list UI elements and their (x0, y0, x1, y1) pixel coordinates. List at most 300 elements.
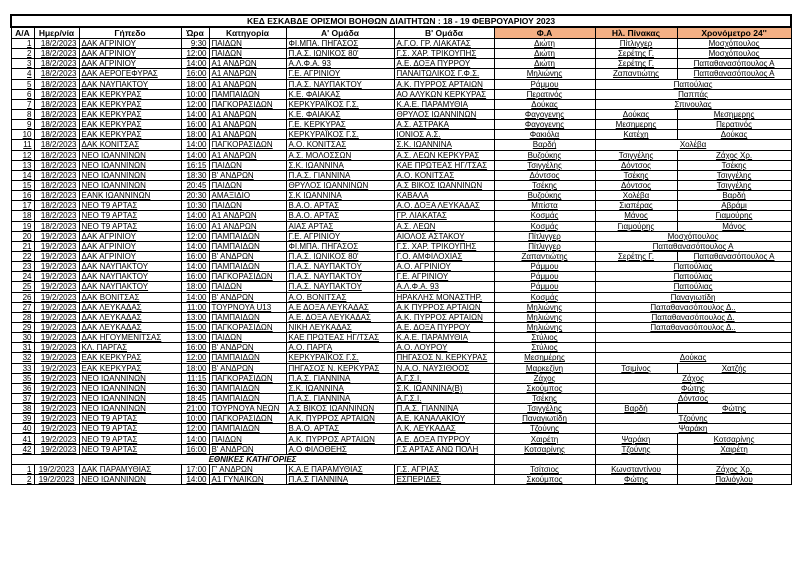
time-cell[interactable]: 14:00 (181, 59, 209, 69)
referee-assistant-cell[interactable]: Τσιγγέλης (494, 160, 595, 170)
referee-assistant-cell[interactable]: Ράμμου (494, 282, 595, 292)
team-a-cell[interactable]: ΚΕΡΚΥΡΑΪΚΟΣ Γ.Σ. (286, 353, 394, 363)
scoreboard-cell[interactable]: Παπαθανασόπουλος Δ.. (595, 302, 791, 312)
team-a-cell[interactable]: ΦΙ.ΜΠΑ. ΠΗΓΑΣΟΣ (286, 39, 394, 49)
category-cell[interactable]: Α1 ΑΝΔΡΩΝ (209, 79, 286, 89)
team-a-cell[interactable]: Π.Α.Σ. ΓΙΑΝΝΙΝΑ (286, 393, 394, 403)
shot-clock-cell[interactable]: Παπαθανασόπουλος Α (677, 251, 791, 261)
venue-cell[interactable]: ΔΑΚ ΑΓΡΙΝΙΟΥ (79, 231, 181, 241)
category-cell[interactable]: Α1 ΓΥΝΑΙΚΩΝ (209, 475, 286, 485)
team-a-cell[interactable]: Α.Ο ΦΙΛΟΘΕΗΣ (286, 444, 394, 454)
team-a-cell[interactable]: Α.Ε ΔΟΞΑ ΛΕΥΚΑΔΑΣ (286, 302, 394, 312)
referee-assistant-cell[interactable]: Παναγιωτίδη (494, 414, 595, 424)
team-a-cell[interactable]: Σ.Κ ΙΩΑΝΝΙΝΑ (286, 191, 394, 201)
time-cell[interactable]: 20:30 (181, 191, 209, 201)
index-cell[interactable]: 13 (11, 160, 34, 170)
venue-cell[interactable]: ΝΕΟ Τ9 ΑΡΤΑΣ (79, 221, 181, 231)
category-cell[interactable]: Α1 ΑΝΔΡΩΝ (209, 69, 286, 79)
venue-cell[interactable]: ΔΑΚ ΝΑΥΠΑΚΤΟΥ (79, 272, 181, 282)
category-cell[interactable]: ΠΑΙΔΩΝ (209, 201, 286, 211)
date-cell[interactable]: 19/2/2023 (34, 414, 79, 424)
team-b-cell[interactable]: ΙΟΝΙΟΣ Α.Σ. (394, 130, 494, 140)
time-cell[interactable]: 18:45 (181, 393, 209, 403)
time-cell[interactable]: 16:00 (181, 120, 209, 130)
team-b-cell[interactable]: ΗΡΑΚΛΗΣ ΜΟΝΑΣΤΗΡ. (394, 292, 494, 302)
team-b-cell[interactable]: ΕΣΠΕΡΙΔΕΣ (394, 475, 494, 485)
date-cell[interactable]: 18/2/2023 (34, 99, 79, 109)
referee-assistant-cell[interactable]: Διώτη (494, 49, 595, 59)
shot-clock-cell[interactable]: Περατινός (677, 120, 791, 130)
team-b-cell[interactable]: Α.Γ.Ο. ΓΡ. ΛΙΑΚΑΤΑΣ (394, 39, 494, 49)
index-cell[interactable]: 1 (11, 39, 34, 49)
team-b-cell[interactable]: ΑΙΟΛΟΣ ΑΣΤΑΚΟΥ (394, 231, 494, 241)
referee-assistant-cell[interactable]: Ράμμου (494, 272, 595, 282)
referee-assistant-cell[interactable]: Φαγογενης (494, 120, 595, 130)
venue-cell[interactable]: ΔΑΚ ΛΕΥΚΑΔΑΣ (79, 302, 181, 312)
scoreboard-cell[interactable]: Παπαθανασόπουλος Δ. (595, 312, 791, 322)
referee-assistant-cell[interactable]: Κοτσαρίνης (494, 444, 595, 454)
team-a-cell[interactable]: Π.Α.Σ. ΝΑΥΠΑΚΤΟΥ (286, 262, 394, 272)
date-cell[interactable]: 19/2/2023 (34, 444, 79, 454)
referee-assistant-cell[interactable]: Στύλιος (494, 333, 595, 343)
time-cell[interactable]: 13:00 (181, 333, 209, 343)
venue-cell[interactable]: ΔΑΚ ΒΟΝΙΤΣΑΣ (79, 292, 181, 302)
date-cell[interactable]: 19/2/2023 (34, 262, 79, 272)
team-b-cell[interactable]: Α.Ε. ΔΟΞΑ ΠΥΡΡΟΥ (394, 322, 494, 332)
date-cell[interactable]: 19/2/2023 (34, 322, 79, 332)
venue-cell[interactable]: ΝΕΟ ΙΩΑΝΝΙΝΩΝ (79, 180, 181, 190)
date-cell[interactable]: 19/2/2023 (34, 434, 79, 444)
team-a-cell[interactable]: ΦΙ.ΜΠΑ. ΠΗΓΑΣΟΣ (286, 241, 394, 251)
venue-cell[interactable]: ΕΑΚ ΚΕΡΚΥΡΑΣ (79, 120, 181, 130)
time-cell[interactable]: 12:00 (181, 353, 209, 363)
scoreboard-cell[interactable]: Κατέχη (595, 130, 677, 140)
date-cell[interactable]: 19/2/2023 (34, 251, 79, 261)
category-cell[interactable]: Α1 ΑΝΔΡΩΝ (209, 221, 286, 231)
referee-assistant-cell[interactable]: Μηλιώνης (494, 302, 595, 312)
shot-clock-cell[interactable]: Μεσημερης (677, 109, 791, 119)
index-cell[interactable]: 9 (11, 120, 34, 130)
time-cell[interactable]: 16:00 (181, 251, 209, 261)
scoreboard-cell[interactable]: Φώτης (595, 383, 791, 393)
shot-clock-cell[interactable]: Τσέκης (677, 160, 791, 170)
date-cell[interactable]: 18/2/2023 (34, 49, 79, 59)
referee-assistant-cell[interactable]: Χαιρέτη (494, 434, 595, 444)
index-cell[interactable]: 29 (11, 322, 34, 332)
team-b-cell[interactable]: ΚΑΕ ΠΡΩΤΕΑΣ ΗΓ/ΤΣΑΣ (394, 160, 494, 170)
scoreboard-cell[interactable]: Παπούλιας (595, 272, 791, 282)
scoreboard-cell[interactable]: Μάνος (595, 211, 677, 221)
date-cell[interactable]: 18/2/2023 (34, 59, 79, 69)
referee-assistant-cell[interactable]: Μηλιώνης (494, 312, 595, 322)
team-a-cell[interactable]: Π.Α.Σ. ΙΩΝΙΚΟΣ 80' (286, 49, 394, 59)
venue-cell[interactable]: ΔΑΚ ΛΕΥΚΑΔΑΣ (79, 312, 181, 322)
venue-cell[interactable]: ΝΕΟ Τ9 ΑΡΤΑΣ (79, 424, 181, 434)
index-cell[interactable]: 21 (11, 241, 34, 251)
index-cell[interactable]: 37 (11, 393, 34, 403)
time-cell[interactable]: 16:00 (181, 221, 209, 231)
date-cell[interactable]: 18/2/2023 (34, 170, 79, 180)
category-cell[interactable]: Α1 ΑΝΔΡΩΝ (209, 120, 286, 130)
category-cell[interactable]: Β' ΑΝΔΡΩΝ (209, 343, 286, 353)
category-cell[interactable]: ΠΑΜΠΑΙΔΩΝ (209, 312, 286, 322)
team-a-cell[interactable]: Γ.Ε. ΑΓΡΙΝΙΟΥ (286, 69, 394, 79)
referee-assistant-cell[interactable]: Τσίτσιος (494, 464, 595, 474)
team-b-cell[interactable]: Α.Κ ΠΥΡΡΟΣ ΑΡΤΑΙΩΝ (394, 302, 494, 312)
team-b-cell[interactable]: ΘΡΥΛΟΣ ΙΩΑΝΝΙΝΩΝ (394, 109, 494, 119)
scoreboard-cell[interactable]: Δόντσος (595, 180, 677, 190)
category-cell[interactable]: ΠΑΙΔΩΝ (209, 160, 286, 170)
venue-cell[interactable]: ΝΕΟ ΙΩΑΝΝΙΝΩΝ (79, 393, 181, 403)
index-cell[interactable]: 36 (11, 383, 34, 393)
scoreboard-cell[interactable]: Σιαπέρας (595, 201, 677, 211)
index-cell[interactable]: 17 (11, 201, 34, 211)
date-cell[interactable]: 18/2/2023 (34, 211, 79, 221)
category-cell[interactable]: Β' ΑΝΔΡΩΝ (209, 292, 286, 302)
team-b-cell[interactable]: Γ.Σ. ΑΓΡΙΑΣ (394, 464, 494, 474)
category-cell[interactable]: ΠΑΓΚΟΡΑΣΙΔΩΝ (209, 414, 286, 424)
team-b-cell[interactable]: Ν.Α.Ο. ΝΑΥΣΙΘΟΟΣ (394, 363, 494, 373)
time-cell[interactable]: 14:00 (181, 109, 209, 119)
referee-assistant-cell[interactable]: Φαγογενης (494, 109, 595, 119)
time-cell[interactable]: 14:00 (181, 434, 209, 444)
shot-clock-cell[interactable]: Μάνος (677, 221, 791, 231)
scoreboard-cell[interactable] (595, 333, 791, 343)
shot-clock-cell[interactable]: Βαρδή (677, 191, 791, 201)
venue-cell[interactable]: ΝΕΟ ΙΩΑΝΝΙΝΩΝ (79, 373, 181, 383)
team-a-cell[interactable]: Β.Α.Ο. ΑΡΤΑΣ (286, 201, 394, 211)
index-cell[interactable]: 24 (11, 272, 34, 282)
index-cell[interactable]: 22 (11, 251, 34, 261)
index-cell[interactable]: 1 (11, 464, 34, 474)
team-a-cell[interactable]: ΘΡΥΛΟΣ ΙΩΑΝΝΙΝΩΝ (286, 180, 394, 190)
category-cell[interactable]: ΤΟΥΡΝΟΥΑ U13 (209, 302, 286, 312)
index-cell[interactable]: 16 (11, 191, 34, 201)
category-cell[interactable]: ΠΑΙΔΩΝ (209, 282, 286, 292)
referee-assistant-cell[interactable]: Διώτη (494, 39, 595, 49)
referee-assistant-cell[interactable]: Μηλιώνης (494, 322, 595, 332)
index-cell[interactable]: 41 (11, 434, 34, 444)
category-cell[interactable]: ΠΑΜΠΑΙΔΩΝ (209, 231, 286, 241)
shot-clock-cell[interactable]: Γιαμούρης (677, 211, 791, 221)
date-cell[interactable]: 18/2/2023 (34, 109, 79, 119)
index-cell[interactable]: 27 (11, 302, 34, 312)
index-cell[interactable]: 2 (11, 49, 34, 59)
venue-cell[interactable]: ΕΑΚ ΚΕΡΚΥΡΑΣ (79, 130, 181, 140)
scoreboard-cell[interactable]: Σπινουλας (595, 99, 791, 109)
category-cell[interactable]: ΠΑΙΔΩΝ (209, 180, 286, 190)
referee-assistant-cell[interactable]: Ράμμου (494, 79, 595, 89)
referee-assistant-cell[interactable]: Μπίστα (494, 201, 595, 211)
date-cell[interactable]: 18/2/2023 (34, 140, 79, 150)
referee-assistant-cell[interactable]: Στύλιος (494, 343, 595, 353)
index-cell[interactable]: 5 (11, 79, 34, 89)
scoreboard-cell[interactable]: Παπούλιας (595, 262, 791, 272)
venue-cell[interactable]: ΝΕΟ Τ9 ΑΡΤΑΣ (79, 414, 181, 424)
team-b-cell[interactable]: Α.Σ. ΛΕΩΝ (394, 221, 494, 231)
time-cell[interactable]: 12:00 (181, 49, 209, 59)
venue-cell[interactable]: ΔΑΚ ΑΓΡΙΝΙΟΥ (79, 251, 181, 261)
venue-cell[interactable]: ΕΑΚ ΚΕΡΚΥΡΑΣ (79, 99, 181, 109)
scoreboard-cell[interactable]: Παναγιωτίδη (595, 292, 791, 302)
team-b-cell[interactable]: Α.Ε. ΔΟΞΑ ΠΥΡΡΟΥ (394, 434, 494, 444)
team-b-cell[interactable]: Α.Κ. ΠΥΡΡΟΣ ΑΡΤΑΙΩΝ (394, 79, 494, 89)
time-cell[interactable]: 18:00 (181, 282, 209, 292)
venue-cell[interactable]: ΝΕΟ ΙΩΑΝΝΙΝΩΝ (79, 383, 181, 393)
category-cell[interactable]: ΠΑΙΔΩΝ (209, 49, 286, 59)
time-cell[interactable]: 18:00 (181, 363, 209, 373)
scoreboard-cell[interactable]: Σερέτης Γ. (595, 49, 677, 59)
index-cell[interactable]: 12 (11, 150, 34, 160)
index-cell[interactable]: 31 (11, 343, 34, 353)
scoreboard-cell[interactable]: Παπαθανασόπουλος Δ.. (595, 322, 791, 332)
scoreboard-cell[interactable]: Πίτλιγγερ (595, 39, 677, 49)
team-a-cell[interactable]: Α.Κ. ΠΥΡΡΟΣ ΑΡΤΑΙΩΝ (286, 434, 394, 444)
category-cell[interactable]: ΠΑΓΚΟΡΑΣΙΔΩΝ (209, 322, 286, 332)
venue-cell[interactable]: ΔΑΚ ΝΑΥΠΑΚΤΟΥ (79, 262, 181, 272)
time-cell[interactable]: 21:00 (181, 404, 209, 414)
team-a-cell[interactable]: Γ.Ε. ΚΕΡΚΥΡΑΣ (286, 120, 394, 130)
referee-assistant-cell[interactable]: Περατινός (494, 89, 595, 99)
scoreboard-cell[interactable]: Τσιμίνος (595, 363, 677, 373)
team-b-cell[interactable]: Α.Ο. ΛΟΥΡΟΥ (394, 343, 494, 353)
time-cell[interactable]: 12:00 (181, 99, 209, 109)
time-cell[interactable]: 13:00 (181, 312, 209, 322)
team-b-cell[interactable]: Α.Γ.Σ.Ι. (394, 373, 494, 383)
team-b-cell[interactable]: Α.Λ.Φ.Α. 93 (394, 282, 494, 292)
venue-cell[interactable]: ΝΕΟ Τ9 ΑΡΤΑΣ (79, 201, 181, 211)
venue-cell[interactable]: ΝΕΟ ΙΩΑΝΝΙΝΩΝ (79, 170, 181, 180)
time-cell[interactable]: 14:00 (181, 140, 209, 150)
index-cell[interactable]: 19 (11, 221, 34, 231)
category-cell[interactable]: ΠΑΙΔΩΝ (209, 39, 286, 49)
referee-assistant-cell[interactable]: Ζάχος (494, 373, 595, 383)
scoreboard-cell[interactable]: Φώτης (595, 475, 677, 485)
category-cell[interactable]: ΠΑΜΠΑΙΔΩΝ (209, 393, 286, 403)
category-cell[interactable]: ΠΑΓΚΟΡΑΣΙΔΩΝ (209, 373, 286, 383)
index-cell[interactable]: 8 (11, 109, 34, 119)
team-b-cell[interactable]: ΠΗΓΑΣΟΣ Ν. ΚΕΡΚΥΡΑΣ (394, 353, 494, 363)
team-a-cell[interactable]: Α.Σ. ΜΟΛΟΣΣΩΝ (286, 150, 394, 160)
time-cell[interactable]: 11:00 (181, 302, 209, 312)
shot-clock-cell[interactable]: Αβράμι (677, 201, 791, 211)
scoreboard-cell[interactable]: Τζούνης (595, 444, 677, 454)
team-b-cell[interactable]: Λ.Κ. ΛΕΥΚΑΔΑΣ (394, 424, 494, 434)
scoreboard-cell[interactable]: Δόντσος (595, 160, 677, 170)
venue-cell[interactable]: ΔΑΚ ΛΕΥΚΑΔΑΣ (79, 322, 181, 332)
index-cell[interactable]: 10 (11, 130, 34, 140)
category-cell[interactable]: Α1 ΑΝΔΡΩΝ (209, 130, 286, 140)
team-b-cell[interactable]: Α.Σ ΒΙΚΟΣ ΙΩΑΝΝΙΝΩΝ (394, 180, 494, 190)
date-cell[interactable]: 18/2/2023 (34, 79, 79, 89)
scoreboard-cell[interactable]: Γιαμούρης (595, 221, 677, 231)
team-b-cell[interactable]: Α.Ε. ΚΑΝΑΛΑΚΙΟΥ (394, 414, 494, 424)
time-cell[interactable]: 9:30 (181, 39, 209, 49)
team-a-cell[interactable]: Α.Λ.Φ.Α. 93 (286, 59, 394, 69)
time-cell[interactable]: 16:00 (181, 444, 209, 454)
category-cell[interactable]: Γ' ΑΝΔΡΩΝ (209, 464, 286, 474)
scoreboard-cell[interactable]: Ζάχος (595, 373, 791, 383)
scoreboard-cell[interactable]: Σερέτης Γ. (595, 59, 677, 69)
time-cell[interactable]: 18:30 (181, 170, 209, 180)
team-a-cell[interactable]: Α.Ο. ΒΟΝΙΤΣΑΣ (286, 292, 394, 302)
shot-clock-cell[interactable]: Παλιόγλου (677, 475, 791, 485)
index-cell[interactable]: 11 (11, 140, 34, 150)
date-cell[interactable]: 19/2/2023 (34, 333, 79, 343)
shot-clock-cell[interactable]: Μοσχόπουλος (677, 39, 791, 49)
team-b-cell[interactable]: Α.Κ. ΠΥΡΡΟΣ ΑΡΤΑΙΩΝ (394, 312, 494, 322)
shot-clock-cell[interactable]: Ζάχος Χρ. (677, 150, 791, 160)
venue-cell[interactable]: ΔΑΚ ΑΓΡΙΝΙΟΥ (79, 241, 181, 251)
team-a-cell[interactable]: Π.Α.Σ. ΝΑΥΠΑΚΤΟΥ (286, 79, 394, 89)
index-cell[interactable]: 32 (11, 353, 34, 363)
team-a-cell[interactable]: Α.Κ. ΠΥΡΡΟΣ ΑΡΤΑΙΩΝ (286, 414, 394, 424)
referee-assistant-cell[interactable]: Πίτλιγγερ (494, 231, 595, 241)
shot-clock-cell[interactable]: Κοτσαρίνης (677, 434, 791, 444)
date-cell[interactable]: 18/2/2023 (34, 89, 79, 99)
venue-cell[interactable]: ΝΕΟ Τ9 ΑΡΤΑΣ (79, 211, 181, 221)
team-b-cell[interactable]: Γ.Ε. ΑΓΡΙΝΙΟΥ (394, 272, 494, 282)
team-a-cell[interactable]: Α.Σ ΒΙΚΟΣ ΙΩΑΝΝΙΝΩΝ (286, 404, 394, 414)
referee-assistant-cell[interactable]: Τζούνης (494, 424, 595, 434)
team-b-cell[interactable]: ΑΟ ΑΛΥΚΩΝ ΚΕΡΚΥΡΑΣ (394, 89, 494, 99)
venue-cell[interactable]: ΝΕΟ ΙΩΑΝΝΙΝΩΝ (79, 404, 181, 414)
time-cell[interactable]: 17:00 (181, 464, 209, 474)
date-cell[interactable]: 18/2/2023 (34, 69, 79, 79)
date-cell[interactable]: 19/2/2023 (34, 353, 79, 363)
category-cell[interactable]: ΠΑΜΠΑΙΔΩΝ (209, 353, 286, 363)
team-a-cell[interactable]: ΝΙΚΗ ΛΕΥΚΑΔΑΣ (286, 322, 394, 332)
team-b-cell[interactable]: Α.Ο. ΔΟΞΑ ΛΕΥΚΑΔΑΣ (394, 201, 494, 211)
date-cell[interactable]: 19/2/2023 (34, 241, 79, 251)
team-a-cell[interactable]: Α.Ε. ΔΟΞΑ ΛΕΥΚΑΔΑΣ (286, 312, 394, 322)
referee-assistant-cell[interactable]: Δόντσος (494, 170, 595, 180)
index-cell[interactable]: 14 (11, 170, 34, 180)
referee-assistant-cell[interactable]: Μεσημέρης (494, 353, 595, 363)
referee-assistant-cell[interactable]: Πίτλιγγερ (494, 241, 595, 251)
team-b-cell[interactable]: Α.Ο. ΚΟΝΙΤΣΑΣ (394, 170, 494, 180)
time-cell[interactable]: 10:30 (181, 201, 209, 211)
venue-cell[interactable]: ΕΑΚ ΚΕΡΚΥΡΑΣ (79, 363, 181, 373)
team-a-cell[interactable]: Π.Α.Σ. ΓΙΑΝΝΙΝΑ (286, 170, 394, 180)
time-cell[interactable]: 16:00 (181, 69, 209, 79)
category-cell[interactable]: ΠΑΜΠΑΙΔΩΝ (209, 89, 286, 99)
date-cell[interactable]: 19/2/2023 (34, 475, 79, 485)
shot-clock-cell[interactable]: Φώτης (677, 404, 791, 414)
shot-clock-cell[interactable]: Ζάχος Χρ. (677, 464, 791, 474)
team-b-cell[interactable]: Σ.Κ. ΙΩΑΝΝΙΝΑ (394, 140, 494, 150)
venue-cell[interactable]: ΕΑΚ ΚΕΡΚΥΡΑΣ (79, 89, 181, 99)
time-cell[interactable]: 14:00 (181, 211, 209, 221)
venue-cell[interactable]: ΔΑΚ ΗΓΟΥΜΕΝΙΤΣΑΣ (79, 333, 181, 343)
venue-cell[interactable]: ΔΑΚ ΚΟΝΙΤΣΑΣ (79, 140, 181, 150)
team-a-cell[interactable]: Β.Α.Ο. ΑΡΤΑΣ (286, 424, 394, 434)
category-cell[interactable]: ΠΑΓΚΟΡΑΣΙΔΩΝ (209, 99, 286, 109)
team-b-cell[interactable]: Γ.Σ. ΧΑΡ. ΤΡΙΚΟΥΠΗΣ (394, 49, 494, 59)
shot-clock-cell[interactable]: Παπαθανασόπουλος Α (677, 59, 791, 69)
category-cell[interactable]: Β' ΑΝΔΡΩΝ (209, 363, 286, 373)
team-a-cell[interactable]: Π.Α.Σ. ΙΩΝΙΚΟΣ 80' (286, 251, 394, 261)
scoreboard-cell[interactable]: Ψαράκη (595, 424, 791, 434)
index-cell[interactable]: 25 (11, 282, 34, 292)
date-cell[interactable]: 19/2/2023 (34, 312, 79, 322)
time-cell[interactable]: 12:00 (181, 231, 209, 241)
venue-cell[interactable]: ΔΑΚ ΝΑΥΠΑΚΤΟΥ (79, 282, 181, 292)
index-cell[interactable]: 15 (11, 180, 34, 190)
referee-assistant-cell[interactable]: Κοσμάς (494, 292, 595, 302)
referee-assistant-cell[interactable]: Βυζούκης (494, 191, 595, 201)
scoreboard-cell[interactable]: Σερέτης Γ. (595, 251, 677, 261)
venue-cell[interactable]: ΝΕΟ Τ9 ΑΡΤΑΣ (79, 434, 181, 444)
team-b-cell[interactable]: ΚΑΒΑΛΑ (394, 191, 494, 201)
referee-assistant-cell[interactable]: Ράμμου (494, 262, 595, 272)
category-cell[interactable]: Β' ΑΝΔΡΩΝ (209, 251, 286, 261)
shot-clock-cell[interactable]: Χατζής (677, 363, 791, 373)
referee-assistant-cell[interactable]: Βαρδή (494, 140, 595, 150)
team-b-cell[interactable]: Κ.Α.Ε. ΠΑΡΑΜΥΘΙΑ (394, 99, 494, 109)
date-cell[interactable]: 19/2/2023 (34, 343, 79, 353)
index-cell[interactable]: 20 (11, 231, 34, 241)
venue-cell[interactable]: ΔΑΚ ΠΑΡΑΜΥΘΙΑΣ (79, 464, 181, 474)
team-a-cell[interactable]: Π.Α.Σ. ΓΙΑΝΝΙΝΑ (286, 373, 394, 383)
category-cell[interactable]: ΠΑΙΔΩΝ (209, 333, 286, 343)
scoreboard-cell[interactable]: Τζούνης (595, 414, 791, 424)
team-a-cell[interactable]: Κ.Ε. ΦΑΙΑΚΑΣ (286, 89, 394, 99)
scoreboard-cell[interactable]: Μεσημερης (595, 120, 677, 130)
category-cell[interactable]: ΠΑΜΠΑΙΔΩΝ (209, 262, 286, 272)
category-cell[interactable]: Α1 ΑΝΔΡΩΝ (209, 150, 286, 160)
scoreboard-cell[interactable]: Τσιγγέλης (595, 150, 677, 160)
index-cell[interactable]: 35 (11, 373, 34, 383)
category-cell[interactable]: Β' ΑΝΔΡΩΝ (209, 444, 286, 454)
date-cell[interactable]: 19/2/2023 (34, 231, 79, 241)
date-cell[interactable]: 18/2/2023 (34, 39, 79, 49)
category-cell[interactable]: Α1 ΑΝΔΡΩΝ (209, 59, 286, 69)
team-b-cell[interactable]: Σ.Κ. ΙΩΑΝΝΙΝΑ(Β) (394, 383, 494, 393)
venue-cell[interactable]: ΝΕΟ Τ9 ΑΡΤΑΣ (79, 444, 181, 454)
scoreboard-cell[interactable]: Χολέβα (595, 191, 677, 201)
shot-clock-cell[interactable]: Τσιγγέλης (677, 180, 791, 190)
venue-cell[interactable]: ΔΑΚ ΝΑΥΠΑΚΤΟΥ (79, 79, 181, 89)
referee-assistant-cell[interactable]: Διώτη (494, 59, 595, 69)
date-cell[interactable]: 18/2/2023 (34, 191, 79, 201)
index-cell[interactable]: 26 (11, 292, 34, 302)
time-cell[interactable]: 14:00 (181, 292, 209, 302)
time-cell[interactable]: 12:00 (181, 424, 209, 434)
team-a-cell[interactable]: ΚΕΡΚΥΡΑΪΚΟΣ Γ.Σ. (286, 130, 394, 140)
shot-clock-cell[interactable]: Παπαθανασόπουλος Α (677, 69, 791, 79)
team-b-cell[interactable]: Π.Α.Σ. ΓΙΑΝΝΙΝΑ (394, 404, 494, 414)
scoreboard-cell[interactable]: Βαρδή (595, 404, 677, 414)
team-b-cell[interactable]: Α.Σ. ΑΣΤΡΑΚΑ (394, 120, 494, 130)
date-cell[interactable]: 19/2/2023 (34, 292, 79, 302)
index-cell[interactable]: 39 (11, 414, 34, 424)
venue-cell[interactable]: ΚΛ. ΠΑΡΓΑΣ (79, 343, 181, 353)
team-a-cell[interactable]: Α.Ο. ΚΟΝΙΤΣΑΣ (286, 140, 394, 150)
scoreboard-cell[interactable]: Παππάς (595, 89, 791, 99)
category-cell[interactable]: Α1 ΑΝΔΡΩΝ (209, 211, 286, 221)
index-cell[interactable]: 3 (11, 59, 34, 69)
scoreboard-cell[interactable]: Παπαθανασόπουλος Α (595, 241, 791, 251)
category-cell[interactable]: ΠΑΓΚΟΡΑΣΙΔΩΝ (209, 140, 286, 150)
index-cell[interactable]: 23 (11, 262, 34, 272)
scoreboard-cell[interactable]: Παπούλιας (595, 282, 791, 292)
referee-assistant-cell[interactable]: Τσέκης (494, 393, 595, 403)
venue-cell[interactable]: ΕΑΝΚ ΙΩΑΝΝΙΝΩΝ (79, 191, 181, 201)
category-cell[interactable]: ΠΑΜΠΑΙΔΩΝ (209, 424, 286, 434)
index-cell[interactable]: 6 (11, 89, 34, 99)
scoreboard-cell[interactable]: Δούκας (595, 353, 791, 363)
